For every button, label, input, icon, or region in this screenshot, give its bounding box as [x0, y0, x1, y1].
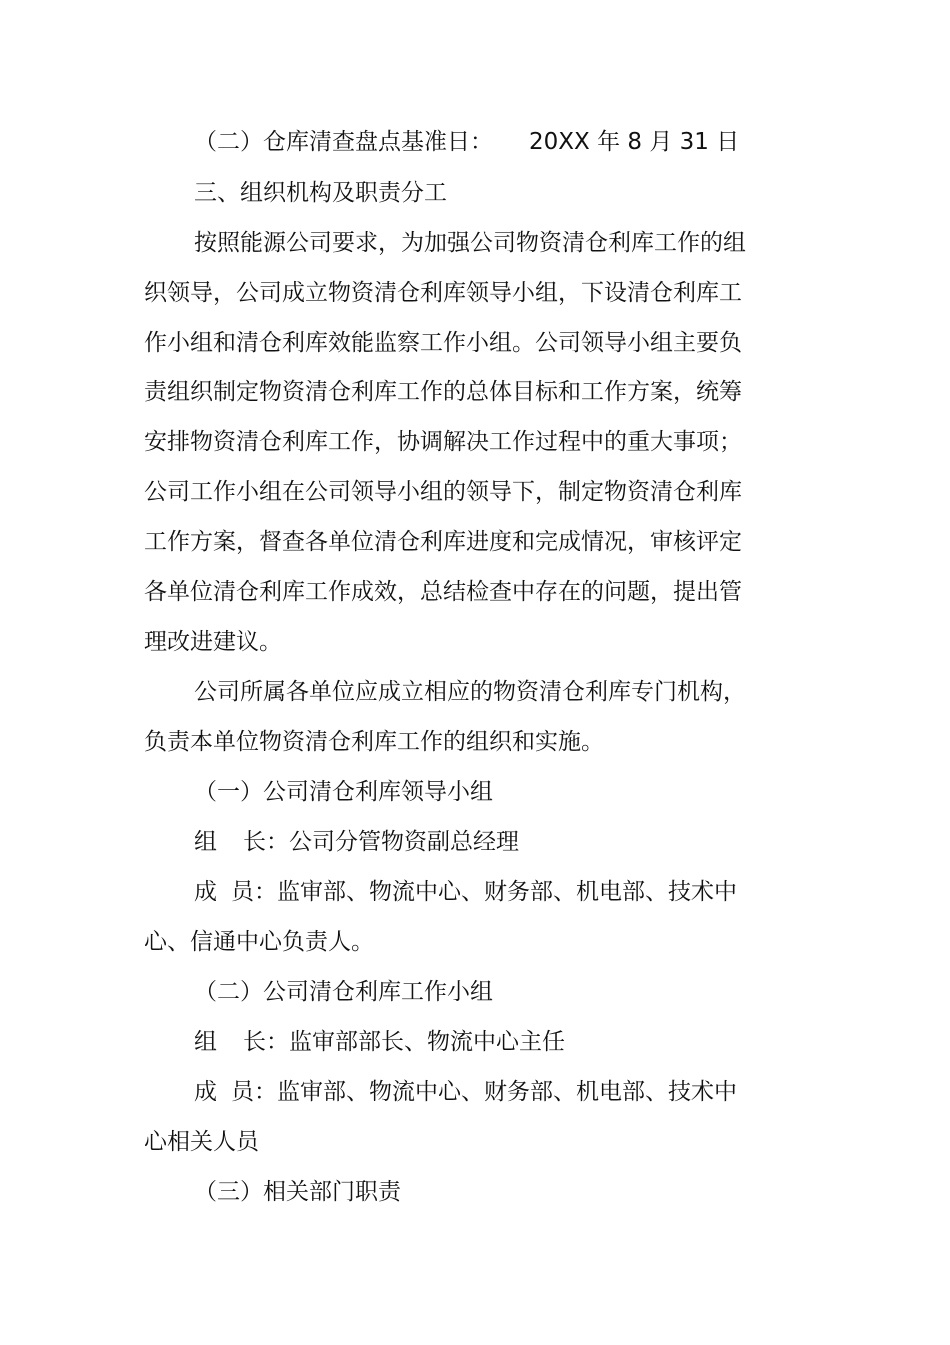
group2-members-label-b: 员： — [231, 1079, 277, 1105]
group2-members-line2: 心相关人员 — [144, 1129, 259, 1155]
group1-leader-label-b: 长： — [243, 829, 289, 855]
group1-members-line2: 心、信通中心负责人。 — [144, 929, 374, 955]
group1-title: （一）公司清仓利库领导小组 — [194, 779, 493, 805]
paragraph-line: 责组织制定物资清仓利库工作的总体目标和工作方案，统筹 — [144, 379, 742, 405]
group1-leader — [194, 827, 519, 857]
paragraph-line: 作小组和清仓利库效能监察工作小组。公司领导小组主要负 — [144, 330, 742, 356]
section-baseline-date-label: （二）仓库清查盘点基准日： — [194, 129, 493, 155]
group3-title: （三）相关部门职责 — [194, 1179, 401, 1205]
group1-leader-value: 公司分管物资副总经理 — [289, 829, 519, 855]
section-baseline-date — [194, 127, 739, 157]
paragraph-line: 理改进建议。 — [144, 629, 282, 655]
paragraph-line: 公司工作小组在公司领导小组的领导下，制定物资清仓利库 — [144, 479, 742, 505]
heading-organization: 三、组织机构及职责分工 — [194, 180, 447, 206]
paragraph-line: 公司所属各单位应成立相应的物资清仓利库专门机构， — [194, 679, 746, 705]
group1-members — [194, 877, 737, 907]
paragraph-line: 安排物资清仓利库工作，协调解决工作过程中的重大事项； — [144, 429, 742, 455]
paragraph-line: 负责本单位物资清仓利库工作的组织和实施。 — [144, 729, 604, 755]
group2-members-line1: 监审部、物流中心、财务部、机电部、技术中 — [277, 1079, 737, 1105]
group2-leader-label-a: 组 — [194, 1029, 217, 1055]
group2-leader — [194, 1027, 565, 1057]
paragraph-line: 各单位清仓利库工作成效，总结检查中存在的问题，提出管 — [144, 579, 742, 605]
group1-leader-label-a: 组 — [194, 829, 217, 855]
paragraph-line: 织领导，公司成立物资清仓利库领导小组，下设清仓利库工 — [144, 280, 742, 306]
group2-members-label-a: 成 — [194, 1079, 217, 1105]
group1-members-label-a: 成 — [194, 879, 217, 905]
group2-leader-value: 监审部部长、物流中心主任 — [289, 1029, 565, 1055]
paragraph-line: 工作方案，督查各单位清仓利库进度和完成情况，审核评定 — [144, 529, 742, 555]
group1-members-line1: 监审部、物流中心、财务部、机电部、技术中 — [277, 879, 737, 905]
group2-members — [194, 1077, 737, 1107]
group2-title: （二）公司清仓利库工作小组 — [194, 979, 493, 1005]
section-baseline-date-value: 20XX 年 8 月 31 日 — [529, 129, 740, 155]
paragraph-line: 按照能源公司要求，为加强公司物资清仓利库工作的组 — [194, 230, 746, 256]
group2-leader-label-b: 长： — [243, 1029, 289, 1055]
group1-members-label-b: 员： — [231, 879, 277, 905]
